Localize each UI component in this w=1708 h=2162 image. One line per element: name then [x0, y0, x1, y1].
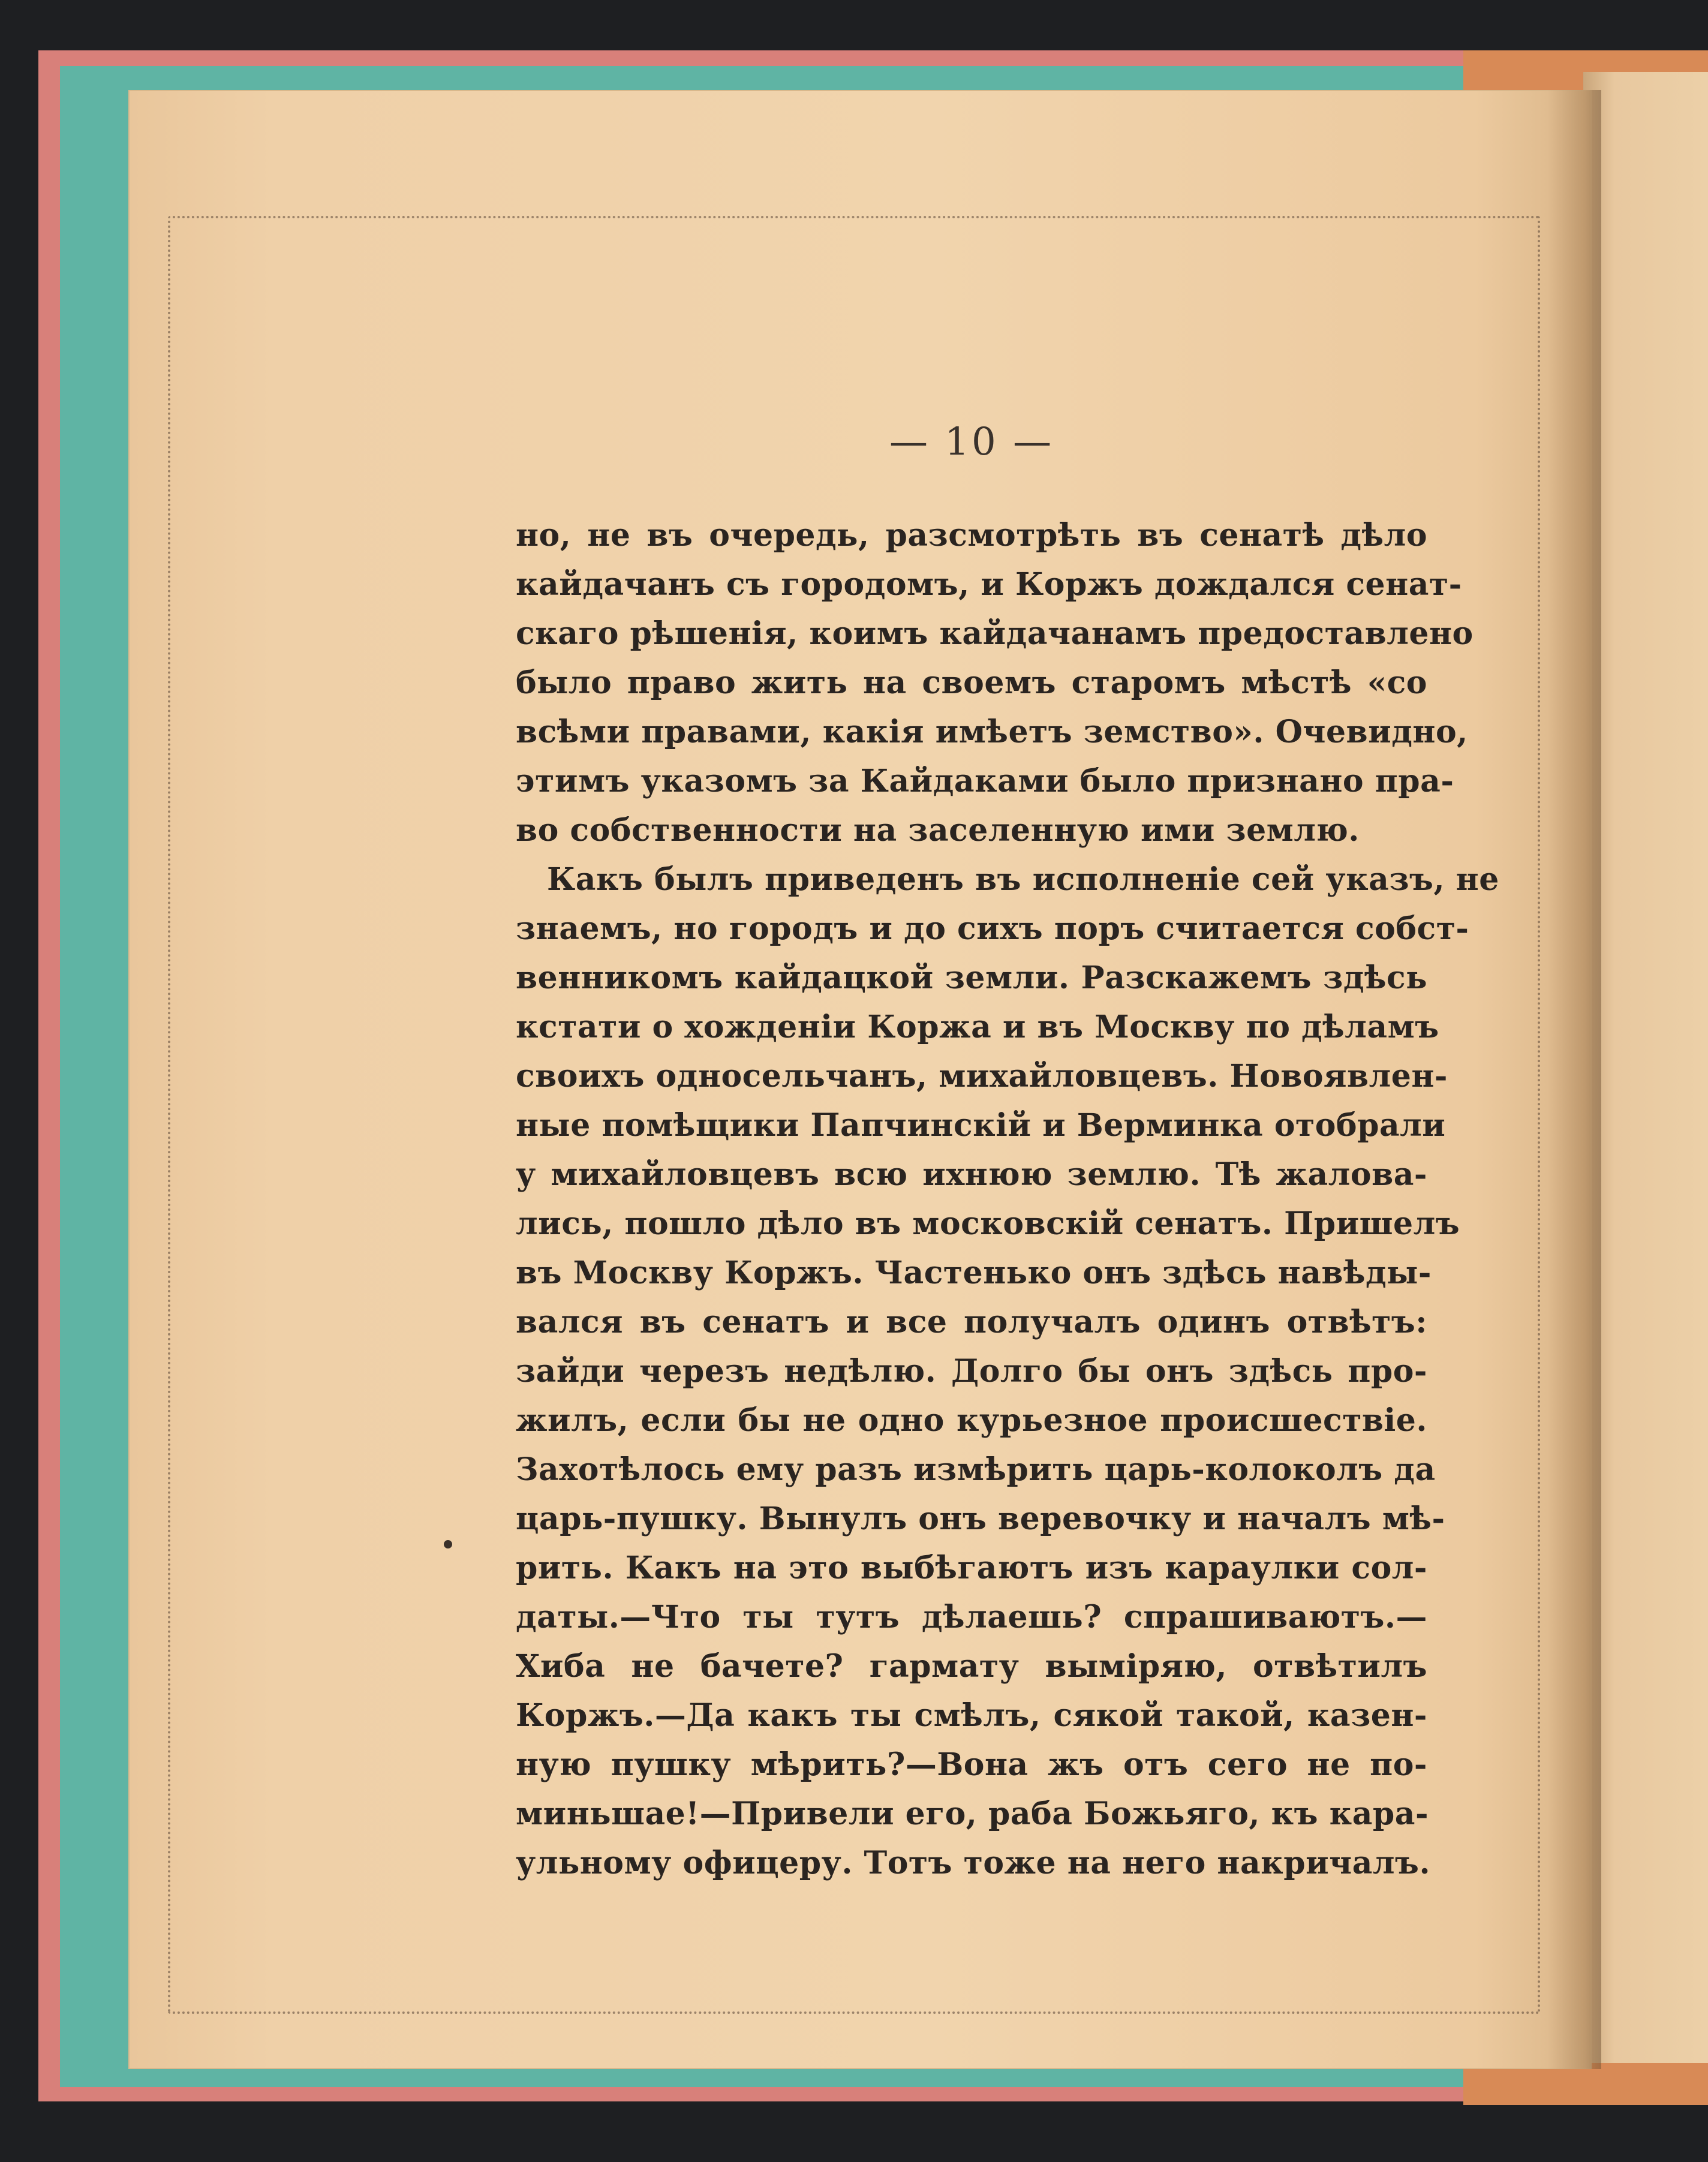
text-line: въ Москву Коржъ. Частенько онъ здѣсь навѣды- [516, 1255, 1432, 1291]
text-line: но, не въ очередь, разсмотрѣть въ сенатѣ дѣло [516, 517, 1427, 554]
text-line: этимъ указомъ за Кайдаками было признано пра- [516, 763, 1454, 799]
page-text-block [516, 420, 1499, 1907]
text-line: Хиба не бачете? гармату выміряю, отвѣтилъ [516, 1648, 1427, 1685]
text-line: жилъ, если бы не одно курьезное происшествіе. [516, 1402, 1427, 1439]
text-line: кстати о хожденіи Коржа и въ Москву по дѣламъ [516, 1009, 1439, 1045]
text-line: миньшае!—Привели его, раба Божьяго, къ кара- [516, 1796, 1429, 1832]
text-line: вался въ сенатъ и все получалъ одинъ отвѣтъ: [516, 1304, 1427, 1340]
text-line: всѣми правами, какія имѣетъ земство». Очевидно, [516, 714, 1468, 750]
text-line: зайди черезъ недѣлю. Долго бы онъ здѣсь про- [516, 1353, 1427, 1390]
text-line: у михайловцевъ всю ихнюю землю. Тѣ жалова- [516, 1156, 1427, 1193]
ink-spot [444, 1540, 452, 1548]
text-line: Захотѣлось ему разъ измѣрить царь-колоколъ да [516, 1451, 1436, 1488]
text-line: лись, пошло дѣло въ московскій сенатъ. Пришелъ [516, 1205, 1460, 1242]
text-line: было право жить на своемъ старомъ мѣстѣ «со [516, 664, 1427, 701]
text-line: ную пушку мѣрить?—Вона жъ отъ сего не по- [516, 1746, 1427, 1783]
text-line: Какъ былъ приведенъ въ исполненіе сей указъ, не [547, 861, 1499, 898]
text-line: скаго рѣшенія, коимъ кайдачанамъ предоставлено [516, 615, 1474, 652]
text-line: венникомъ кайдацкой земли. Разскажемъ здѣсь [516, 960, 1427, 996]
text-line: ные помѣщики Папчинскій и Верминка отобрали [516, 1107, 1446, 1144]
text-line: Коржъ.—Да какъ ты смѣлъ, сякой такой, казен- [516, 1697, 1427, 1734]
text-line: кайдачанъ съ городомъ, и Коржъ дождался сенат- [516, 566, 1462, 603]
text-line: своихъ односельчанъ, михайловцевъ. Новоявлен- [516, 1058, 1448, 1094]
text-line: рить. Какъ на это выбѣгаютъ изъ караулки сол- [516, 1550, 1427, 1586]
text-line: ульному офицеру. Тотъ тоже на него накричалъ. [516, 1845, 1431, 1881]
spine-shadow [1547, 90, 1601, 2069]
facing-page-edge [1583, 72, 1708, 2063]
text-line: даты.—Что ты тутъ дѣлаешь? спрашиваютъ.— [516, 1599, 1427, 1635]
text-line: во собственности на заселенную ими землю. [516, 812, 1360, 849]
text-line: знаемъ, но городъ и до сихъ поръ считается собст- [516, 910, 1469, 947]
body-text [516, 511, 1499, 1888]
page-number: — 10 — [889, 420, 1054, 464]
text-line: царь-пушку. Вынулъ онъ веревочку и началъ мѣ- [516, 1501, 1445, 1537]
